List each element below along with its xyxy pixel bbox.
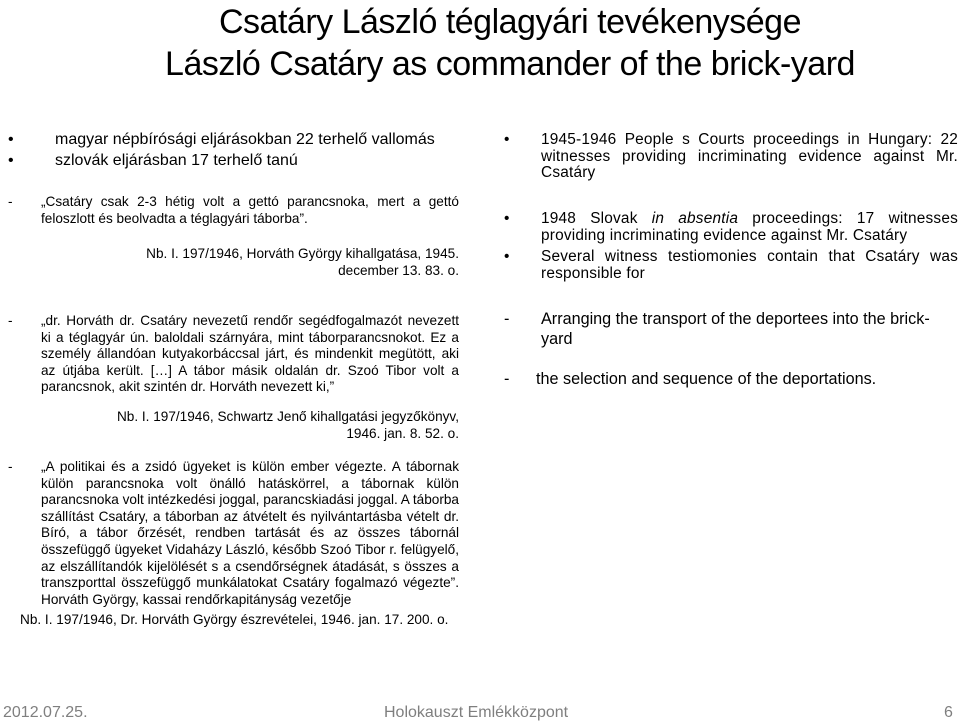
footer-page-number: 6 xyxy=(944,704,953,721)
quote-3-ref: Nb. I. 197/1946, Dr. Horváth György észrevételei, 1946. jan. 17. 200. o. xyxy=(20,612,449,627)
quote-1-dash: - xyxy=(8,194,13,209)
right-bullet-3: • Several witness testiomonies contain that Csatáry was responsible for xyxy=(504,248,958,282)
bullet-icon: • xyxy=(504,210,510,227)
quote-2-text: „dr. Horváth dr. Csatáry nevezetű rendőr segédfogalmazót nevezett ki a téglagyár ún. baloldali szárnyára, mint táborparancsnokot. Ez a személy állandóan kutyakorbáccsal járt, és mindenkit megütött, aki az útjába került. […] A tábor másik oldalán dr. Szoó Tibor volt a parancsnok, akit szintén dr. Horváth nevezett ki,” xyxy=(41,313,459,395)
right-dash-2: - the selection and sequence of the deportations. xyxy=(504,370,877,388)
title-english: László Csatáry as commander of the brick-yard xyxy=(165,45,855,83)
quote-2-ref-line-2: 1946. jan. 8. 52. o. xyxy=(346,426,459,441)
quote-1-ref-line-2: december 13. 83. o. xyxy=(338,263,459,278)
right-bullet-2: • 1948 Slovak in absentia proceedings: 17 witnesses providing incriminating evidence against Mr. Csatáry xyxy=(504,210,958,244)
quote-2-dash: - xyxy=(8,313,13,328)
bullet-icon: • xyxy=(8,152,14,169)
bullet-icon: • xyxy=(504,248,510,265)
footer-date: 2012.07.25. xyxy=(3,704,88,721)
footer-organization: Holokauszt Emlékközpont xyxy=(384,704,569,721)
bullet-icon: • xyxy=(504,131,510,148)
slide-title xyxy=(0,0,960,85)
quote-1-ref-line-1: Nb. I. 197/1946, Horváth György kihallgatása, 1945. xyxy=(146,246,459,261)
bullet-icon: • xyxy=(8,131,14,148)
quote-3-text: „A politikai és a zsidó ügyeket is külön ember végezte. A tábornak külön parancsnoka volt önálló hatáskörrel, a tábornak külön parancsnoka volt intézkedési joggal, parancskiadási joggal. A táborba szállítást Csatáry, a táborban az átvételt és nyilvántartásba vételt dr. Bíró, a tábor őrzését, rendben tartását és az összes tábornál összefüggő ügyeket Vidaházy László, később Szoó Tibor r. felügyelő, az elszállítandók kijelölését s a csendőrségnek átadását, s összes a transzporttal összefüggő munkálatokat Csatáry fogalmazó végezte”. Horváth György, kassai rendőrkapitányság vezetője xyxy=(41,459,459,607)
right-dash-1: - Arranging the transport of the deportees into the brick-yard xyxy=(504,310,930,348)
title-hungarian: Csatáry László téglagyári tevékenysége xyxy=(219,3,801,41)
quote-3-dash: - xyxy=(8,459,13,474)
quote-2-ref-line-1: Nb. I. 197/1946, Schwartz Jenő kihallgatási jegyzőkönyv, xyxy=(116,409,459,424)
right-bullet-1: • 1945-1946 People s Courts proceedings in Hungary: 22 witnesses providing incriminating evidence against Mr. Csatáry xyxy=(504,131,958,182)
quote-1-text: „Csatáry csak 2-3 hétig volt a gettó parancsnoka, mert a gettó feloszlott és beolvadta a téglagyári táborba”. xyxy=(41,194,459,226)
